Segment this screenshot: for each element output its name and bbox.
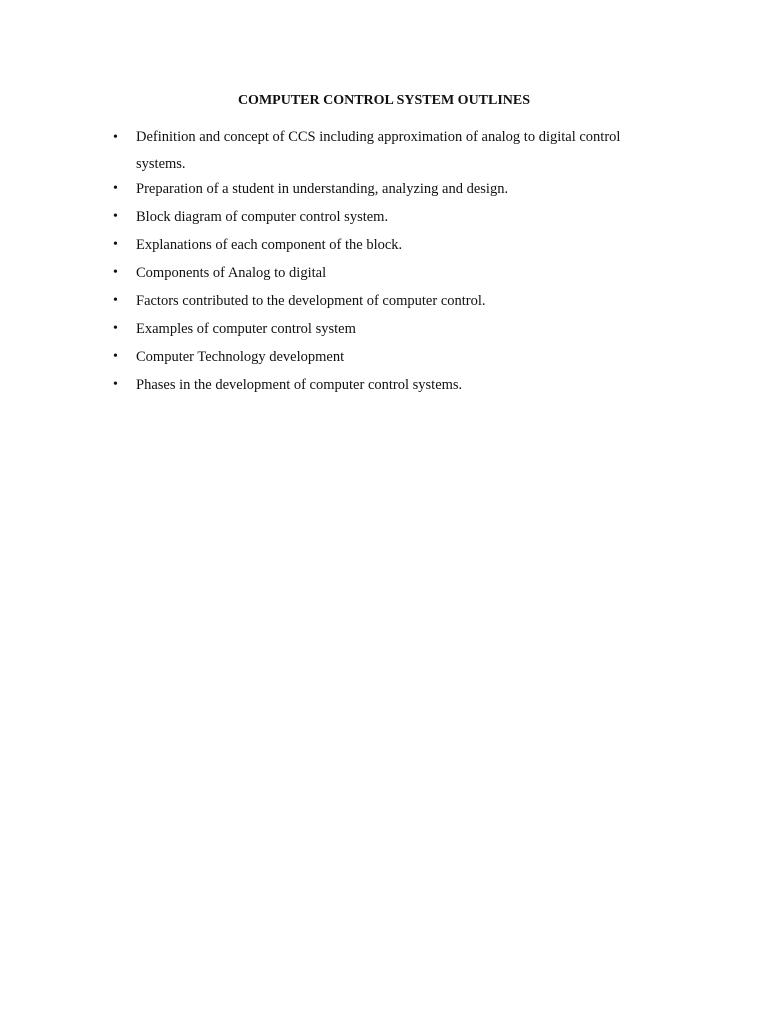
outline-item-text: Components of Analog to digital (136, 265, 327, 281)
outline-item (113, 124, 673, 178)
outline-item-text: Explanations of each component of the block. (136, 237, 403, 253)
outline-item-text: Block diagram of computer control system. (136, 209, 389, 225)
outline-item (113, 375, 673, 395)
outline-item-text: Preparation of a student in understanding, analyzing and design. (136, 181, 509, 197)
bullet-icon: • (113, 293, 118, 308)
outline-item-text: Phases in the development of computer control systems. (136, 377, 463, 393)
bullet-icon: • (113, 181, 118, 196)
outline-item (113, 347, 673, 367)
outline-item (113, 179, 673, 199)
bullet-icon: • (113, 237, 118, 252)
outline-item (113, 263, 673, 283)
bullet-icon: • (113, 377, 118, 392)
outline-item-text: Computer Technology development (136, 349, 345, 365)
outline-item (113, 291, 673, 311)
outline-list (113, 124, 673, 403)
bullet-icon: • (113, 321, 118, 336)
document-title: COMPUTER CONTROL SYSTEM OUTLINES (237, 93, 531, 108)
outline-item-text: Examples of computer control system (136, 321, 356, 337)
bullet-icon: • (113, 349, 118, 364)
bullet-icon: • (113, 130, 118, 145)
bullet-icon: • (113, 209, 118, 224)
bullet-icon: • (113, 265, 118, 280)
outline-item (113, 319, 673, 339)
outline-item-text: Definition and concept of CCS including approximation of analog to digital control systems. (136, 129, 621, 172)
outline-item-text: Factors contributed to the development of computer control. (136, 293, 486, 309)
outline-item (113, 235, 673, 255)
outline-item (113, 207, 673, 227)
